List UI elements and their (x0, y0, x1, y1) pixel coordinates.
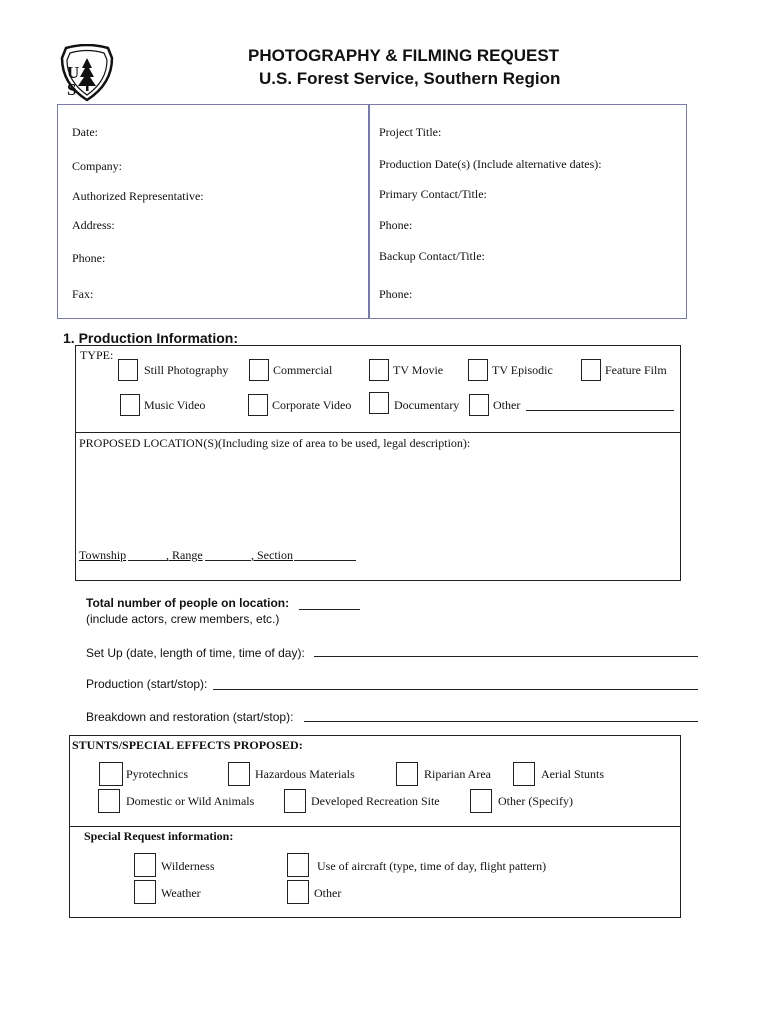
page-title: PHOTOGRAPHY & FILMING REQUEST (248, 46, 560, 65)
field-date[interactable]: Date: (72, 125, 98, 139)
label-corporate-video: Corporate Video (272, 398, 352, 412)
label-tv-movie: TV Movie (393, 363, 444, 377)
type-label: TYPE: (80, 348, 114, 362)
field-primary-contact[interactable]: Primary Contact/Title: (379, 187, 487, 201)
label-tv-episodic: TV Episodic (492, 363, 553, 377)
field-primary-phone[interactable]: Phone: (379, 218, 413, 232)
checkbox-wilderness[interactable] (134, 853, 156, 877)
label-wilderness: Wilderness (161, 859, 215, 873)
label-documentary: Documentary (394, 398, 460, 412)
production-heading: 1. Production Information: (63, 330, 238, 346)
usfs-shield-icon (60, 44, 114, 102)
checkbox-tv-movie[interactable] (369, 359, 389, 381)
township-line[interactable] (128, 560, 168, 561)
checkbox-riparian-area[interactable] (396, 762, 418, 786)
checkbox-corporate-video[interactable] (248, 394, 268, 416)
checkbox-pyrotechnics[interactable] (99, 762, 123, 786)
checkbox-music-video[interactable] (120, 394, 140, 416)
label-domestic-wild-animals: Domestic or Wild Animals (126, 794, 255, 808)
people-input-line[interactable] (299, 609, 360, 610)
checkbox-domestic-wild-animals[interactable] (98, 789, 120, 813)
logo-letters: U S (67, 63, 94, 99)
stunts-heading: STUNTS/SPECIAL EFFECTS PROPOSED: (72, 738, 303, 752)
breakdown-input-line[interactable] (304, 721, 698, 722)
setup-input-line[interactable] (314, 656, 698, 657)
label-other-specify: Other (Specify) (498, 794, 573, 808)
field-fax[interactable]: Fax: (72, 287, 94, 301)
label-other-special: Other (314, 886, 342, 900)
label-developed-recreation-site: Developed Recreation Site (311, 794, 440, 808)
label-pyrotechnics: Pyrotechnics (126, 767, 188, 781)
special-heading: Special Request information: (84, 829, 234, 843)
section-line[interactable] (294, 560, 356, 561)
checkbox-hazardous-materials[interactable] (228, 762, 250, 786)
setup-label: Set Up (date, length of time, time of day): (86, 646, 305, 660)
field-address[interactable]: Address: (72, 218, 115, 232)
range-label[interactable]: , Range (166, 548, 203, 562)
checkbox-other-special[interactable] (287, 880, 309, 904)
checkbox-aerial-stunts[interactable] (513, 762, 535, 786)
people-note: (include actors, crew members, etc.) (86, 612, 280, 626)
field-production-dates[interactable]: Production Date(s) (Include alternative dates): (379, 157, 602, 171)
label-still-photography: Still Photography (144, 363, 229, 377)
production-label: Production (start/stop): (86, 677, 208, 691)
page-subtitle: U.S. Forest Service, Southern Region (259, 69, 561, 88)
contact-info-box (57, 104, 687, 319)
checkbox-commercial[interactable] (249, 359, 269, 381)
label-use-of-aircraft: Use of aircraft (type, time of day, flight pattern) (317, 859, 547, 873)
people-label: Total number of people on location: (86, 596, 290, 610)
checkbox-feature-film[interactable] (581, 359, 601, 381)
checkbox-documentary[interactable] (369, 392, 389, 414)
checkbox-other-specify[interactable] (470, 789, 492, 813)
label-hazardous-materials: Hazardous Materials (255, 767, 355, 781)
label-aerial-stunts: Aerial Stunts (541, 767, 604, 781)
range-line[interactable] (205, 560, 251, 561)
label-other-type: Other (493, 398, 521, 412)
field-phone[interactable]: Phone: (72, 251, 106, 265)
checkbox-tv-episodic[interactable] (468, 359, 488, 381)
label-feature-film: Feature Film (605, 363, 667, 377)
checkbox-developed-recreation-site[interactable] (284, 789, 306, 813)
label-riparian-area: Riparian Area (424, 767, 491, 781)
checkbox-still-photography[interactable] (118, 359, 138, 381)
location-label[interactable]: PROPOSED LOCATION(S)(Including size of area to be used, legal description): (79, 436, 471, 450)
checkbox-weather[interactable] (134, 880, 156, 904)
contact-divider (368, 104, 370, 319)
field-backup-phone[interactable]: Phone: (379, 287, 413, 301)
production-input-line[interactable] (213, 689, 698, 690)
field-backup-contact[interactable]: Backup Contact/Title: (379, 249, 485, 263)
township-label[interactable]: Township (79, 548, 127, 562)
field-authorized-representative[interactable]: Authorized Representative: (72, 189, 204, 203)
checkbox-other-type[interactable] (469, 394, 489, 416)
checkbox-use-of-aircraft[interactable] (287, 853, 309, 877)
field-company[interactable]: Company: (72, 159, 122, 173)
breakdown-label: Breakdown and restoration (start/stop): (86, 710, 294, 724)
label-music-video: Music Video (144, 398, 206, 412)
other-type-line[interactable] (526, 410, 674, 411)
section-label[interactable]: , Section (251, 548, 293, 562)
label-commercial: Commercial (273, 363, 333, 377)
field-project-title[interactable]: Project Title: (379, 125, 442, 139)
label-weather: Weather (161, 886, 201, 900)
